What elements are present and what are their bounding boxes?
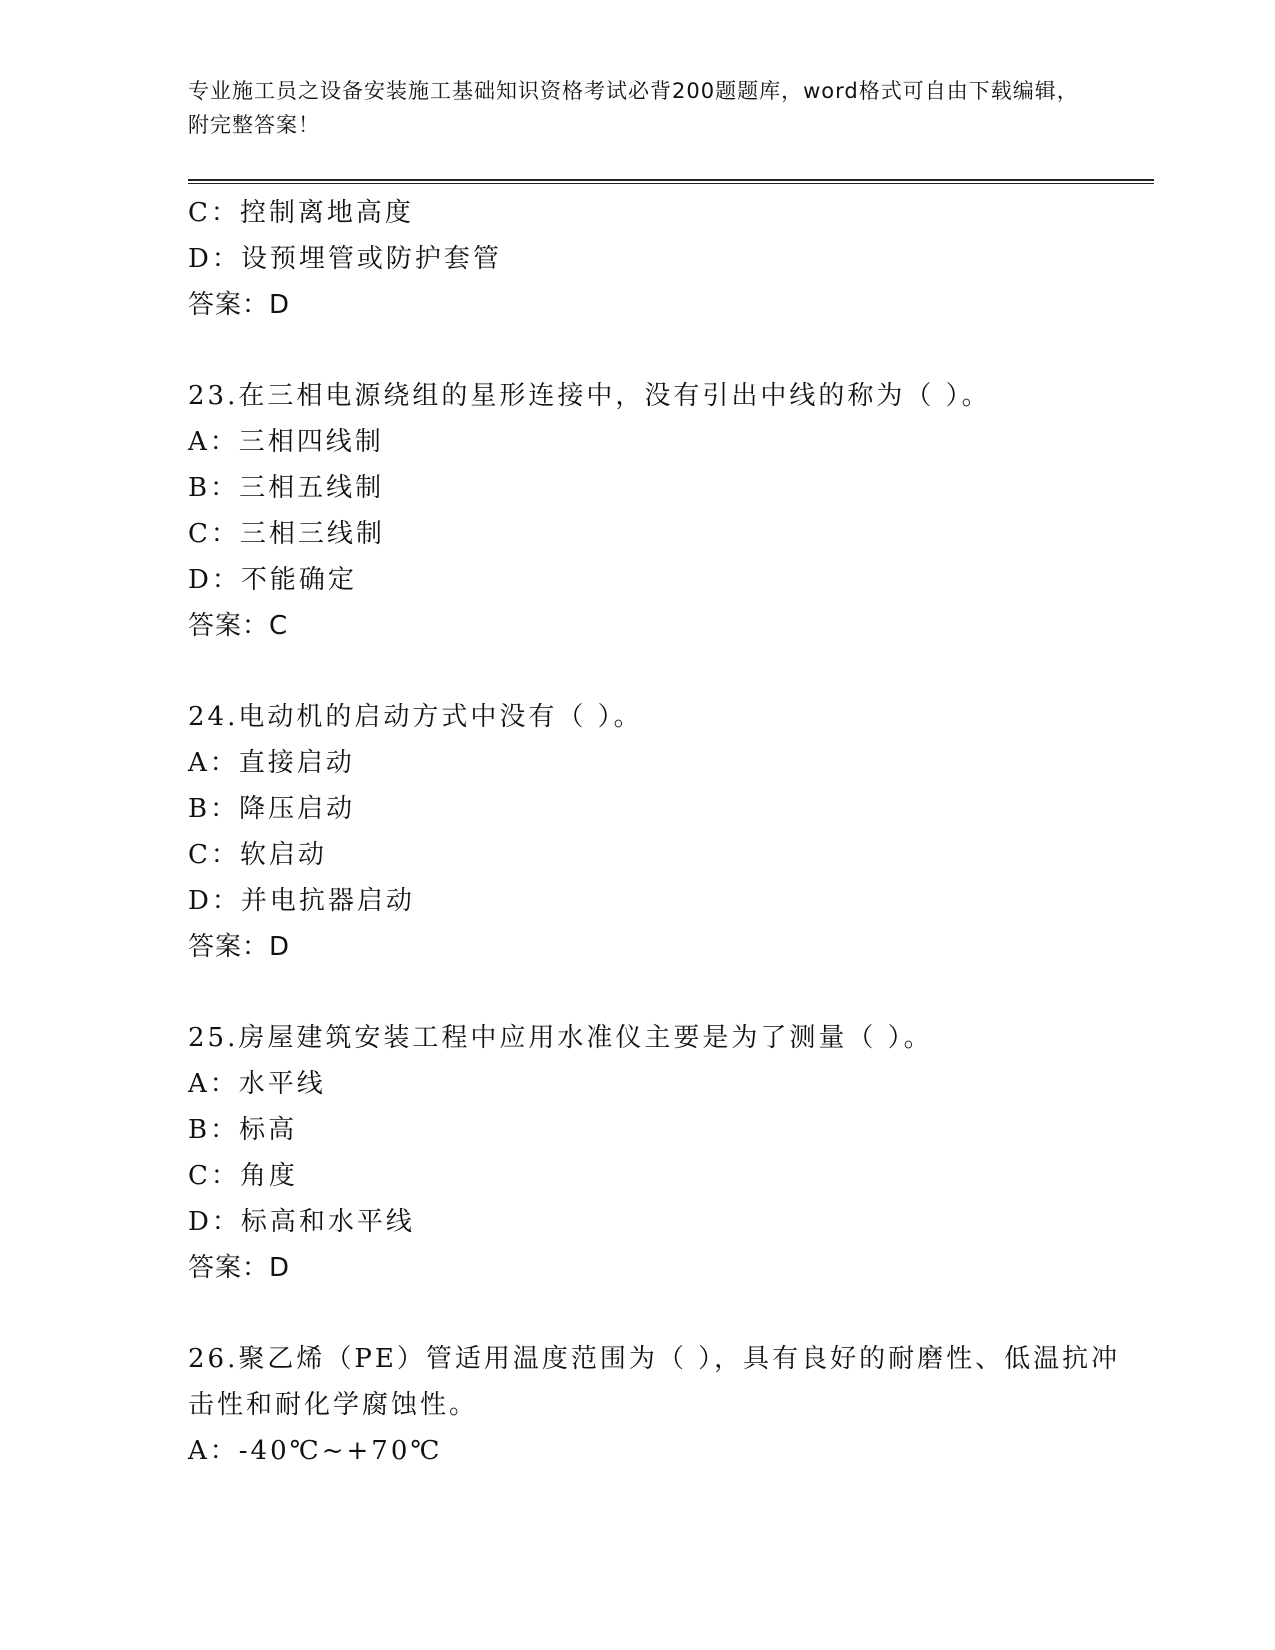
document-header: 专业施工员之设备安装施工基础知识资格考试必背200题题库，word格式可自由下载编辑，附完整答案！ <box>188 79 1079 137</box>
question-24-option-b: B：降压启动 <box>188 794 356 824</box>
question-25-answer: 答案：D <box>188 1253 291 1283</box>
question-23: 23.在三相电源绕组的星形连接中，没有引出中线的称为（ ）。 <box>188 381 991 411</box>
question-23-option-b: B：三相五线制 <box>188 473 385 503</box>
option-d-prev: D：设预埋管或防护套管 <box>188 244 502 274</box>
question-23-option-c: C：三相三线制 <box>188 519 385 549</box>
question-25: 25.房屋建筑安装工程中应用水准仪主要是为了测量（ ）。 <box>188 1023 933 1053</box>
question-23-answer: 答案：C <box>188 611 289 641</box>
spacer <box>188 328 1148 373</box>
question-24: 24.电动机的启动方式中没有（ ）。 <box>188 702 643 732</box>
question-26-option-a: A：-40℃~+70℃ <box>188 1436 443 1466</box>
question-25-option-a: A：水平线 <box>188 1069 326 1099</box>
spacer <box>188 970 1148 1015</box>
question-24-option-a: A：直接启动 <box>188 748 355 778</box>
spacer <box>188 649 1148 694</box>
question-25-option-d: D：标高和水平线 <box>188 1207 415 1237</box>
question-25-option-c: C：角度 <box>188 1161 298 1191</box>
question-24-option-c: C：软启动 <box>188 840 327 870</box>
question-list <box>188 190 1148 1474</box>
question-24-answer: 答案：D <box>188 932 291 962</box>
spacer <box>188 1291 1148 1336</box>
question-25-option-b: B：标高 <box>188 1115 298 1145</box>
header-rule-thin <box>188 183 1154 184</box>
question-23-option-d: D：不能确定 <box>188 565 357 595</box>
answer-prev: 答案：D <box>188 290 291 320</box>
header-rule-thick <box>188 179 1154 181</box>
question-26: 26.聚乙烯（PE）管适用温度范围为（ ），具有良好的耐磨性、低温抗冲击性和耐化学腐蚀性。 <box>188 1344 1121 1420</box>
option-c-prev: C：控制离地高度 <box>188 198 414 228</box>
question-23-option-a: A：三相四线制 <box>188 427 384 457</box>
question-24-option-d: D：并电抗器启动 <box>188 886 415 916</box>
